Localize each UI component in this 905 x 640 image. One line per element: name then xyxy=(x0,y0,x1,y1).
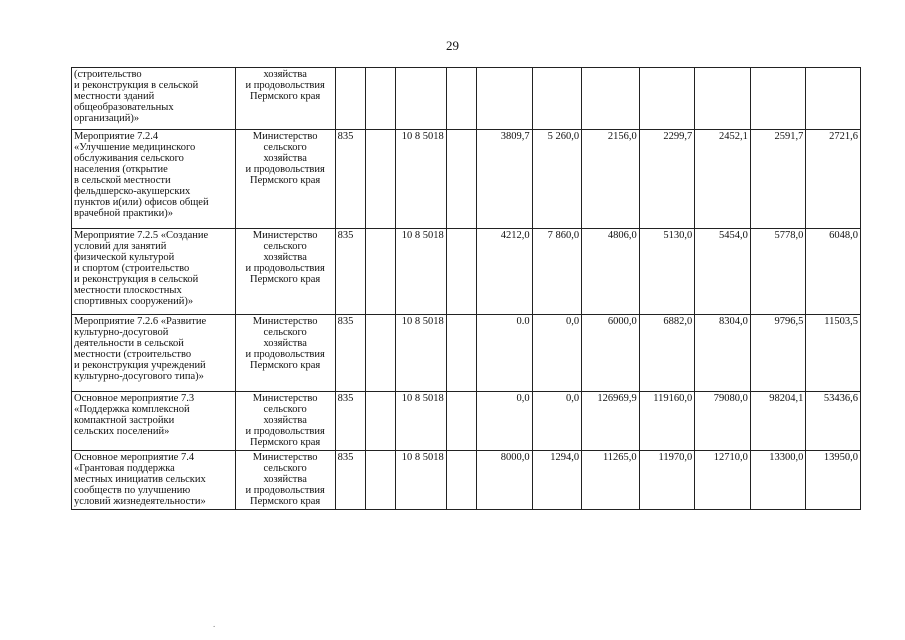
row-value-cell xyxy=(695,68,751,130)
row-value-cell: 4212,0 xyxy=(477,229,533,315)
row-empty-cell xyxy=(365,315,395,392)
row-csr-cell xyxy=(396,68,447,130)
table-row xyxy=(72,315,861,392)
row-value-cell: 79080,0 xyxy=(695,392,751,451)
row-executor-cell: Министерство сельского хозяйства и продовольствия Пермского края xyxy=(235,315,335,392)
row-value-cell: 5778,0 xyxy=(750,229,806,315)
row-value-cell: 8000,0 xyxy=(477,451,533,510)
row-value-cell: 6000,0 xyxy=(582,315,640,392)
row-csr-cell: 10 8 5018 xyxy=(396,315,447,392)
row-empty-cell xyxy=(446,451,476,510)
row-value-cell: 9796,5 xyxy=(750,315,806,392)
row-value-cell: 2452,1 xyxy=(695,130,751,229)
table-row xyxy=(72,392,861,451)
row-value-cell: 11970,0 xyxy=(639,451,695,510)
row-csr-cell: 10 8 5018 xyxy=(396,229,447,315)
row-grbs-cell: 835 xyxy=(335,315,365,392)
table-row xyxy=(72,68,861,130)
row-grbs-cell: 835 xyxy=(335,392,365,451)
row-value-cell: 53436,6 xyxy=(806,392,861,451)
row-value-cell: 1294,0 xyxy=(532,451,582,510)
table-row xyxy=(72,229,861,315)
row-value-cell: 0.0 xyxy=(477,315,533,392)
row-value-cell: 2156,0 xyxy=(582,130,640,229)
row-value-cell xyxy=(477,68,533,130)
row-empty-cell xyxy=(446,68,476,130)
row-value-cell: 119160,0 xyxy=(639,392,695,451)
row-value-cell: 11265,0 xyxy=(582,451,640,510)
row-value-cell: 8304,0 xyxy=(695,315,751,392)
row-value-cell: 13300,0 xyxy=(750,451,806,510)
row-name-cell: Мероприятие 7.2.4 «Улучшение медицинского обслуживания сельского населения (открытие в сельской местности фельдшерско-акушерских пунктов и(или) офисов общей врачебной практики)» xyxy=(72,130,236,229)
row-grbs-cell: 835 xyxy=(335,130,365,229)
row-name-cell: Мероприятие 7.2.6 «Развитие культурно-досуговой деятельности в сельской местности (строительство и реконструкция учреждений культурно-досугового типа)» xyxy=(72,315,236,392)
row-value-cell: 11503,5 xyxy=(806,315,861,392)
row-value-cell: 5130,0 xyxy=(639,229,695,315)
row-grbs-cell: 835 xyxy=(335,451,365,510)
row-grbs-cell xyxy=(335,68,365,130)
row-csr-cell: 10 8 5018 xyxy=(396,451,447,510)
row-value-cell: 3809,7 xyxy=(477,130,533,229)
row-value-cell: 0,0 xyxy=(532,392,582,451)
row-name-cell: (строительство и реконструкция в сельской местности зданий общеобразовательных организаций)» xyxy=(72,68,236,130)
row-value-cell: 6882,0 xyxy=(639,315,695,392)
row-empty-cell xyxy=(365,68,395,130)
row-value-cell: 12710,0 xyxy=(695,451,751,510)
row-executor-cell: Министерство сельского хозяйства и продовольствия Пермского края xyxy=(235,451,335,510)
budget-table xyxy=(71,67,861,510)
row-executor-cell: хозяйства и продовольствия Пермского края xyxy=(235,68,335,130)
row-executor-cell: Министерство сельского хозяйства и продовольствия Пермского края xyxy=(235,392,335,451)
table-row xyxy=(72,130,861,229)
row-name-cell: Основное мероприятие 7.3 «Поддержка комплексной компактной застройки сельских поселений» xyxy=(72,392,236,451)
row-csr-cell: 10 8 5018 xyxy=(396,392,447,451)
row-name-cell: Мероприятие 7.2.5 «Создание условий для занятий физической культурой и спортом (строительство и реконструкция в сельской местности плоскостных спортивных сооружений)» xyxy=(72,229,236,315)
row-executor-cell: Министерство сельского хозяйства и продовольствия Пермского края xyxy=(235,229,335,315)
row-value-cell: 13950,0 xyxy=(806,451,861,510)
row-value-cell: 6048,0 xyxy=(806,229,861,315)
row-name-cell: Основное мероприятие 7.4 «Грантовая поддержка местных инициатив сельских сообществ по улучшению условий жизнедеятельности» xyxy=(72,451,236,510)
table-row xyxy=(72,451,861,510)
row-value-cell: 98204,1 xyxy=(750,392,806,451)
row-empty-cell xyxy=(365,392,395,451)
row-executor-cell: Министерство сельского хозяйства и продовольствия Пермского края xyxy=(235,130,335,229)
row-value-cell: 2591,7 xyxy=(750,130,806,229)
row-value-cell: 126969,9 xyxy=(582,392,640,451)
stray-mark: . xyxy=(213,619,216,629)
row-value-cell: 7 860,0 xyxy=(532,229,582,315)
row-value-cell: 0,0 xyxy=(477,392,533,451)
row-empty-cell xyxy=(365,229,395,315)
row-empty-cell xyxy=(446,392,476,451)
row-grbs-cell: 835 xyxy=(335,229,365,315)
row-value-cell xyxy=(639,68,695,130)
row-value-cell xyxy=(750,68,806,130)
row-value-cell xyxy=(532,68,582,130)
row-value-cell: 2299,7 xyxy=(639,130,695,229)
row-empty-cell xyxy=(446,315,476,392)
row-value-cell: 5 260,0 xyxy=(532,130,582,229)
row-value-cell: 4806,0 xyxy=(582,229,640,315)
row-value-cell xyxy=(582,68,640,130)
row-value-cell xyxy=(806,68,861,130)
row-value-cell: 5454,0 xyxy=(695,229,751,315)
page-number: 29 xyxy=(446,38,459,53)
row-empty-cell xyxy=(446,130,476,229)
row-csr-cell: 10 8 5018 xyxy=(396,130,447,229)
row-value-cell: 0,0 xyxy=(532,315,582,392)
row-empty-cell xyxy=(446,229,476,315)
row-empty-cell xyxy=(365,130,395,229)
row-value-cell: 2721,6 xyxy=(806,130,861,229)
row-empty-cell xyxy=(365,451,395,510)
